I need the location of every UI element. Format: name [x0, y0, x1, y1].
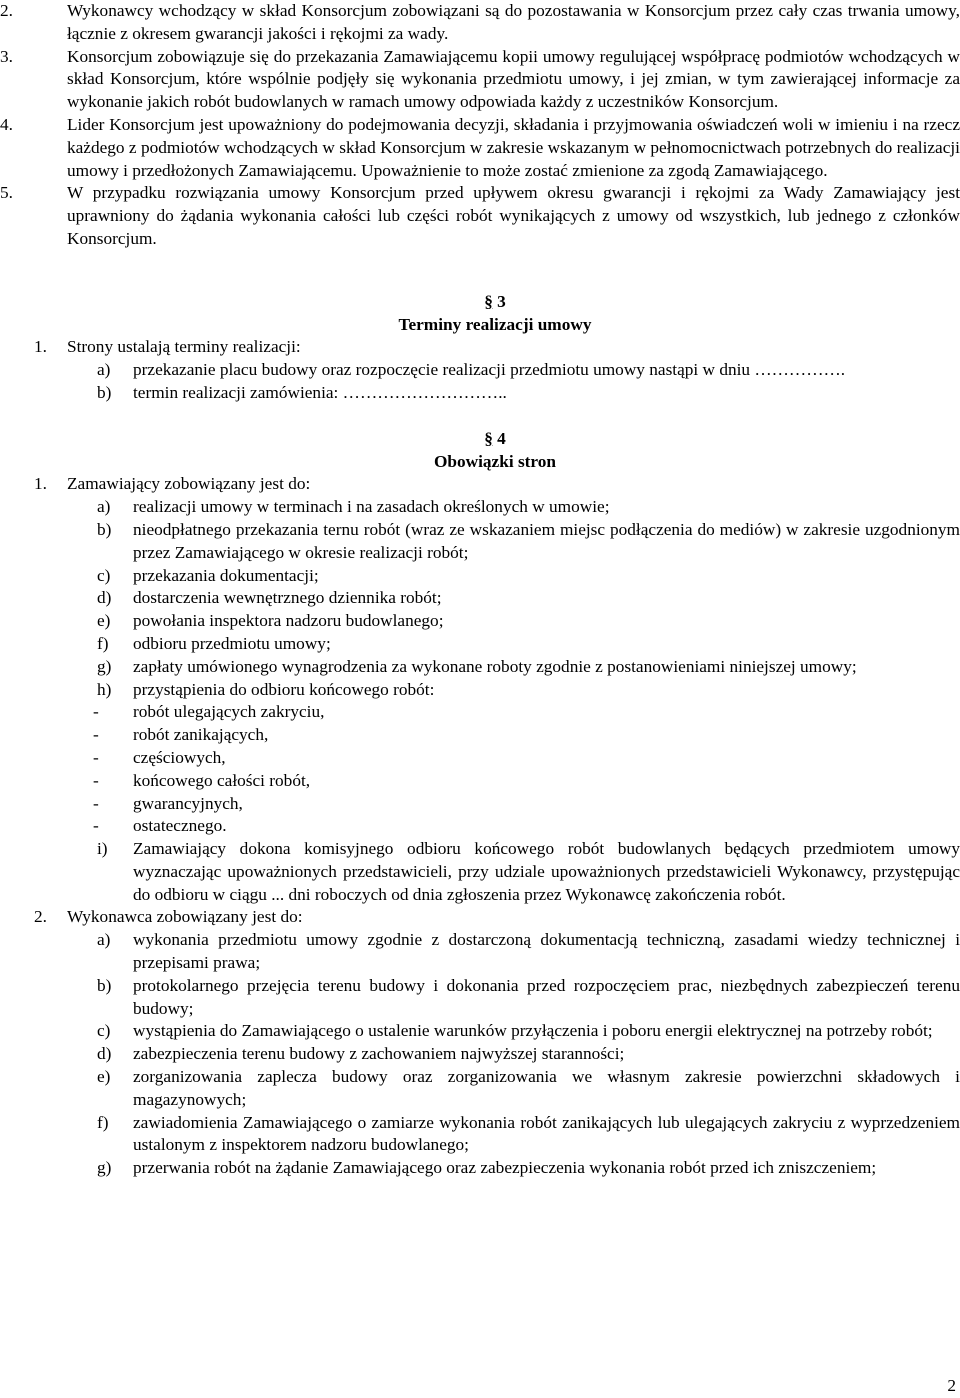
point-text: Strony ustalają terminy realizacji:	[67, 337, 301, 357]
paragraph-3	[0, 46, 960, 114]
obligation-item: e) powołania inspektora nadzoru budowlanego;	[97, 611, 444, 631]
section-4-point-2	[34, 906, 960, 929]
paragraph-2	[0, 0, 960, 46]
paragraph-text: Lider Konsorcjum jest upoważniony do podejmowania decyzji, składania i przyjmowania oświadczeń woli w imieniu i na rzecz każdego z podmiotów wchodzących w skład Konsorcjum w zakresie wskazanym w pełnomocnictwach potrzebnych do realizacji umowy i przedłożonych Zamawiającemu. Upoważnienie to może zostać zmienione za zgodą Zamawiającego.	[67, 114, 960, 180]
obligation-item-i: i) Zamawiający dokona komisyjnego odbioru końcowego robót budowlanych będących przedmiotem umowy wyznaczając upoważnionych przedstawicieli, przy udziale upoważnionych przedstawicieli Wykonawcy, przystępując do odbioru w ciągu ... dni roboczych od dnia zgłoszenia przez Wykonawcę zakończenia robót.	[97, 839, 960, 904]
obligation-item: b) nieodpłatnego przekazania ternu robót (wraz ze wskazaniem miejsc podłączenia do mediów) w zakresie uzgodnionym przez Zamawiającego w okresie realizacji robót;	[97, 519, 960, 562]
contractor-obligation: e) zorganizowania zaplecza budowy oraz zorganizowania we własnym zakresie powierzchni składowych i magazynowych;	[97, 1067, 960, 1109]
contractor-obligation: c) wystąpienia do Zamawiającego o ustalenie warunków przyłączenia i poboru energii elektrycznej na potrzeby robót;	[97, 1021, 933, 1041]
section-number: § 3	[484, 291, 506, 311]
contractor-obligation: d) zabezpieczenia terenu budowy z zachowaniem najwyższej staranności;	[97, 1044, 625, 1064]
item-text: przekazanie placu budowy oraz rozpoczęcie realizacji przedmiotu umowy nastąpi w dniu …………….	[133, 360, 846, 380]
dash-item: - częściowych,	[93, 747, 226, 767]
dash-item: - ostatecznego.	[93, 816, 227, 836]
paragraph-number: 3.	[0, 46, 13, 66]
point-number: 1.	[34, 337, 47, 357]
paragraph-5	[0, 182, 960, 250]
contractor-obligation: a) wykonania przedmiotu umowy zgodnie z dostarczoną dokumentacją techniczną, zasadami wiedzy technicznej i przepisami prawa;	[97, 930, 960, 973]
section-3-item-b	[97, 382, 960, 405]
obligation-item: g) zapłaty umówionego wynagrodzenia za wykonane roboty zgodnie z postanowieniami niniejszej umowy;	[97, 656, 857, 676]
page-number: 2	[947, 1376, 956, 1395]
paragraph-number: 5.	[0, 183, 13, 203]
obligation-item: f) odbioru przedmiotu umowy;	[97, 633, 331, 653]
paragraph-text: Wykonawcy wchodzący w skład Konsorcjum zobowiązani są do pozostawania w Konsorcjum przez cały czas trwania umowy, łącznie z okresem gwarancji jakości i rękojmi za wady.	[67, 1, 960, 43]
item-text: termin realizacji zamówienia: ………………………..	[133, 382, 507, 402]
paragraph-4	[0, 114, 960, 182]
section-title: Terminy realizacji umowy	[398, 314, 592, 334]
section-3-point-1	[34, 336, 960, 359]
point-number: 1.	[34, 474, 47, 494]
paragraph-number: 4.	[0, 114, 13, 134]
contractor-obligation: b) protokolarnego przejęcia terenu budowy i dokonania przed rozpoczęciem prac, niezbędnych zabezpieczeń terenu budowy;	[97, 975, 960, 1018]
obligation-item: h) przystąpienia do odbioru końcowego robót:	[97, 679, 435, 699]
item-label: a)	[97, 360, 111, 380]
section-3-heading	[30, 291, 960, 337]
point-number: 2.	[34, 907, 47, 927]
paragraph-number: 2.	[0, 1, 13, 20]
obligation-item: d) dostarczenia wewnętrznego dziennika robót;	[97, 588, 442, 608]
point-text: Zamawiający zobowiązany jest do:	[67, 474, 311, 494]
section-4-heading	[30, 428, 960, 474]
dash-item: - robót ulegających zakryciu,	[93, 702, 325, 722]
dash-item: - końcowego całości robót,	[93, 770, 311, 790]
section-title: Obowiązki stron	[433, 451, 557, 471]
obligation-item: c) przekazania dokumentacji;	[97, 565, 319, 585]
dash-item: - gwarancyjnych,	[93, 793, 243, 813]
obligation-item: a) realizacji umowy w terminach i na zasadach określonych w umowie;	[97, 497, 610, 517]
section-3-item-a	[97, 359, 960, 382]
section-4-point-1	[34, 473, 960, 496]
section-number: § 4	[484, 428, 506, 448]
item-label: b)	[97, 382, 112, 402]
paragraph-text: W przypadku rozwiązania umowy Konsorcjum przed upływem okresu gwarancji i rękojmi za Wady Zamawiający jest uprawniony do żądania wykonania całości lub części robót wynikających z umowy od wszystkich, lub jednego z członków Konsorcjum.	[67, 183, 960, 248]
contractor-obligation: f) zawiadomienia Zamawiającego o zamiarze wykonania robót zanikających lub ulegających zakryciu z wyprzedzeniem ustalonym z inspektorem nadzoru budowlanego;	[97, 1112, 960, 1155]
contractor-obligation: g) przerwania robót na żądanie Zamawiającego oraz zabezpieczenia wykonania robót przed ich zniszczeniem;	[97, 1158, 877, 1178]
point-text: Wykonawca zobowiązany jest do:	[67, 907, 303, 927]
paragraph-text: Konsorcjum zobowiązuje się do przekazania Zamawiającemu kopii umowy regulującej współpracę podmiotów wchodzących w skład Konsorcjum, które wspólnie podjęły się wykonania przedmiotu umowy, i jej zmian, w tym zawierającej informacje za wykonanie jakich robót budowlanych w ramach umowy odpowiada każdy z uczestników Konsorcjum.	[67, 46, 960, 112]
dash-item: - robót zanikających,	[93, 725, 269, 745]
